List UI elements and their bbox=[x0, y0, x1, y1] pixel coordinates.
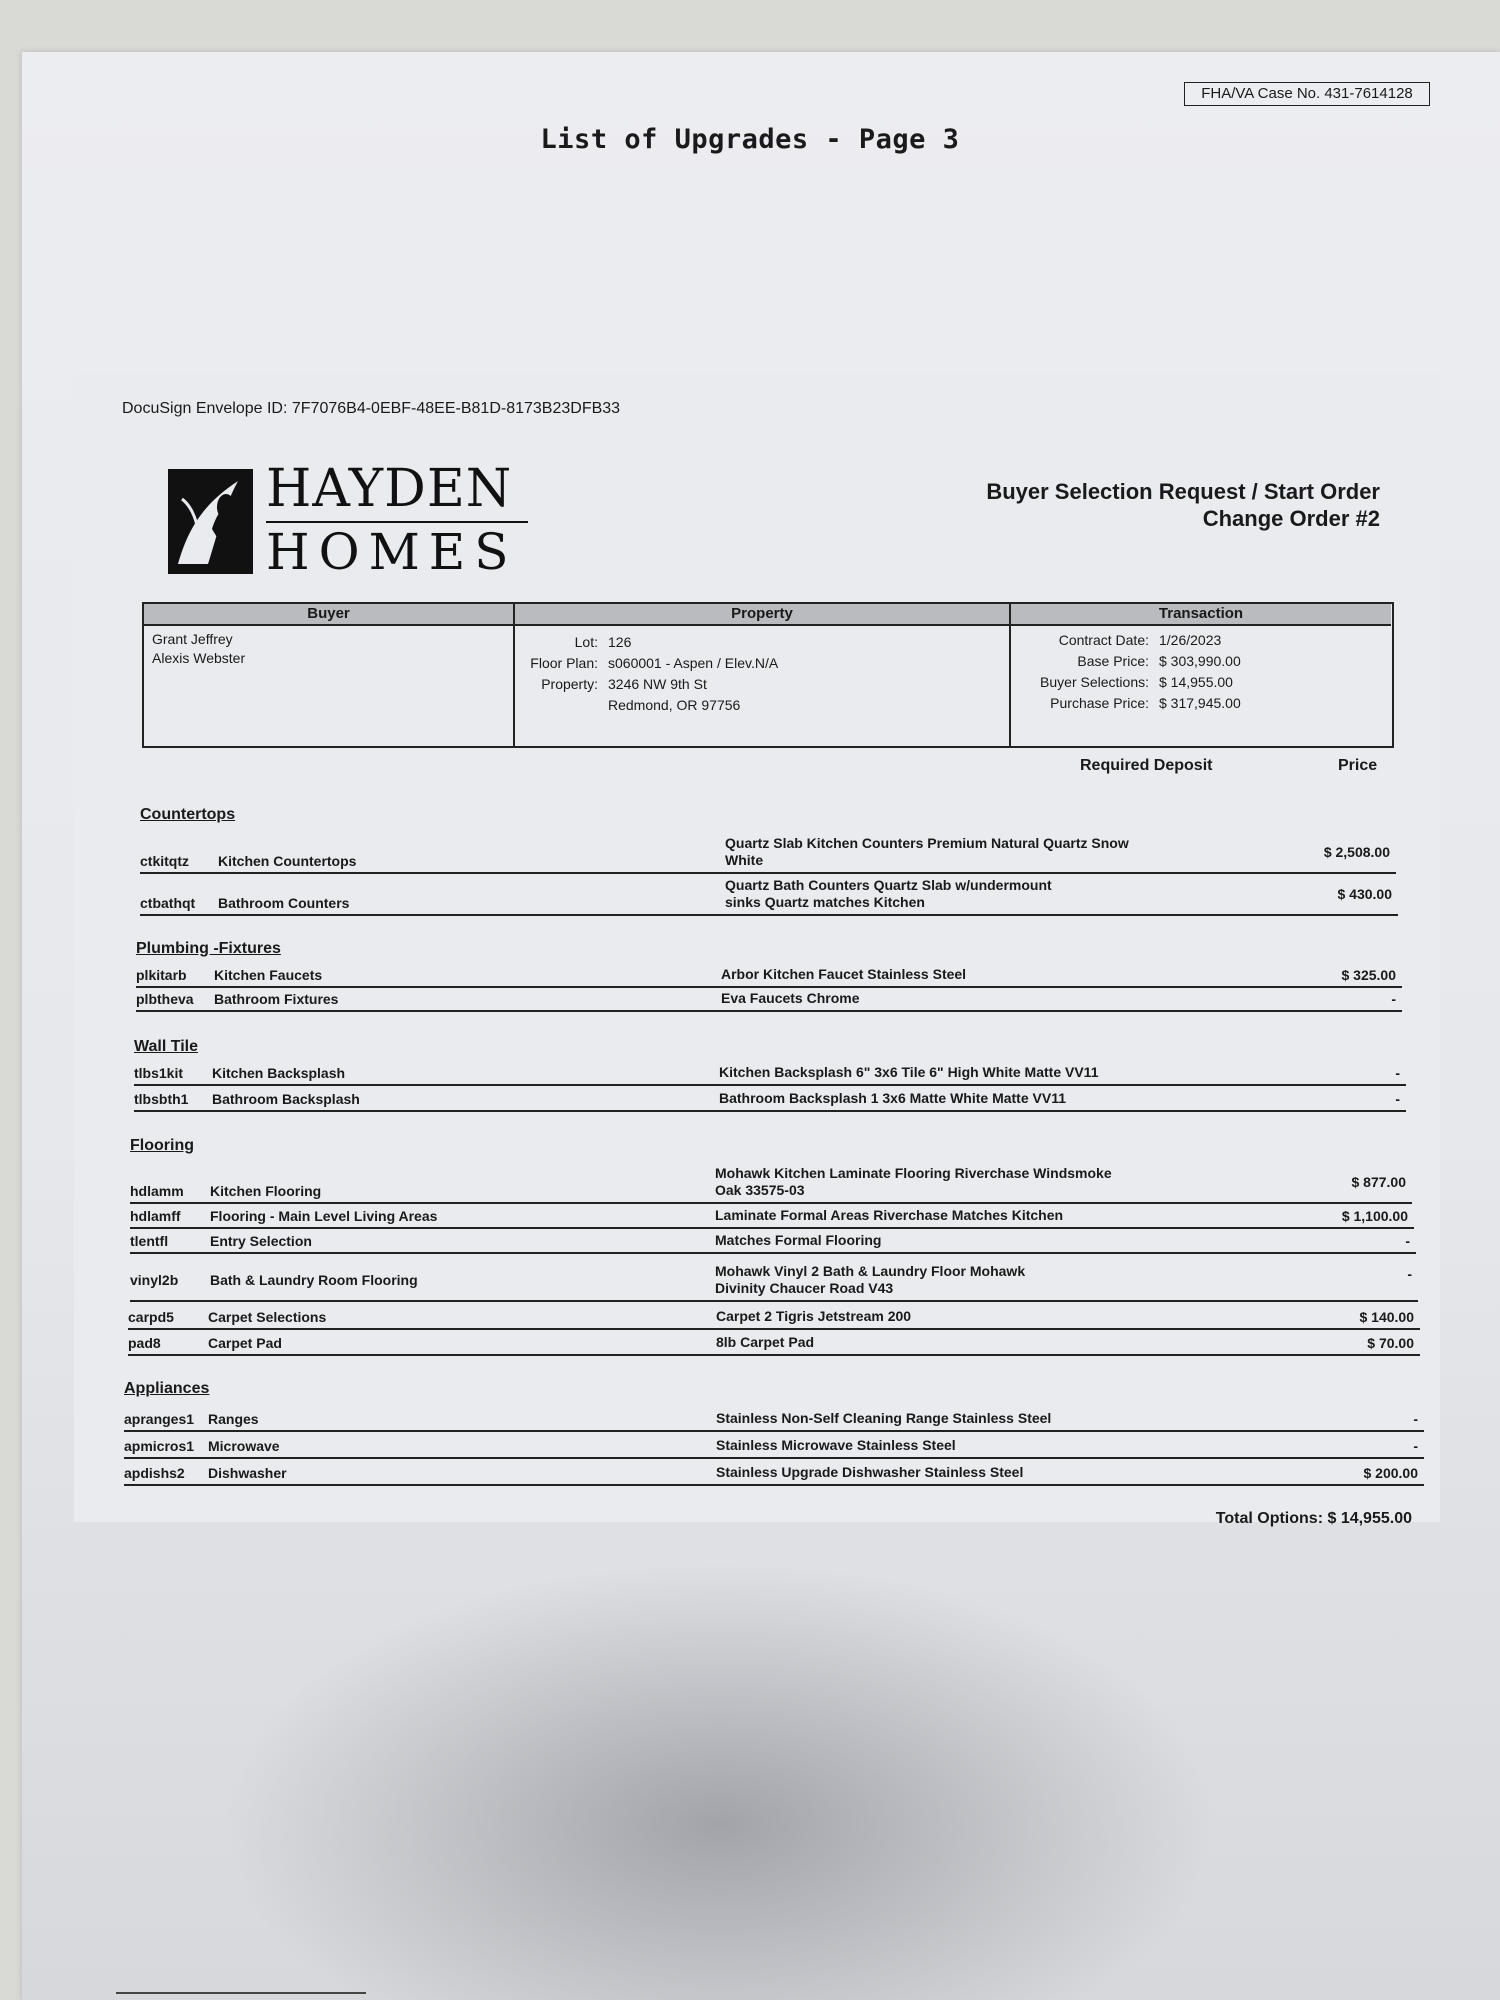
item-code: carpd5 bbox=[128, 1309, 174, 1325]
price-header: Price bbox=[1338, 757, 1378, 774]
table-row bbox=[124, 1402, 1424, 1432]
contract-date-value: 1/26/2023 bbox=[1159, 632, 1222, 648]
item-desc: Bathroom Backsplash 1 3x6 Matte White Matte VV11 bbox=[719, 1090, 1066, 1106]
item-name: Entry Selection bbox=[210, 1233, 312, 1249]
purchase-price-label: Purchase Price: bbox=[1050, 695, 1149, 711]
total-options: Total Options: $ 14,955.00 bbox=[1215, 1510, 1412, 1527]
document-title bbox=[986, 478, 1380, 532]
item-name: Carpet Pad bbox=[208, 1335, 282, 1351]
item-name: Carpet Selections bbox=[208, 1309, 327, 1325]
item-desc: Carpet 2 Tigris Jetstream 200 bbox=[716, 1308, 912, 1324]
required-deposit-header: Required Deposit bbox=[1080, 757, 1213, 774]
property-address-line1: 3246 NW 9th St bbox=[608, 676, 707, 692]
item-desc: 8lb Carpet Pad bbox=[716, 1334, 815, 1350]
table-row bbox=[140, 828, 1396, 874]
item-price: $ 140.00 bbox=[1359, 1309, 1414, 1325]
transaction-header: Transaction bbox=[1011, 604, 1391, 626]
doc-title-line1: Buyer Selection Request / Start Order bbox=[986, 479, 1380, 504]
item-name: Kitchen Faucets bbox=[214, 967, 323, 983]
table-row bbox=[124, 1457, 1424, 1486]
item-price: $ 70.00 bbox=[1367, 1335, 1414, 1351]
item-name: Bath & Laundry Room Flooring bbox=[210, 1272, 418, 1288]
item-desc-line1: Mohawk Kitchen Laminate Flooring Riverchase Windsmoke bbox=[715, 1165, 1112, 1181]
item-desc-line1: Mohawk Vinyl 2 Bath & Laundry Floor Mohawk bbox=[715, 1263, 1026, 1279]
item-code: vinyl2b bbox=[130, 1272, 179, 1288]
item-name: Kitchen Flooring bbox=[210, 1183, 322, 1199]
item-code: hdlamm bbox=[130, 1183, 184, 1199]
item-name: Bathroom Backsplash bbox=[212, 1091, 360, 1107]
item-code: apmicros1 bbox=[124, 1438, 195, 1454]
order-info-table bbox=[142, 602, 1394, 748]
docusign-envelope-id: DocuSign Envelope ID: 7F7076B4-0EBF-48EE-B81D-8173B23DFB33 bbox=[122, 400, 621, 417]
item-name: Kitchen Backsplash bbox=[212, 1065, 346, 1081]
section-appliances: Appliances bbox=[124, 1380, 210, 1397]
item-desc: Eva Faucets Chrome bbox=[721, 990, 860, 1006]
property-address-line2: Redmond, OR 97756 bbox=[608, 697, 741, 713]
item-price: - bbox=[1413, 1411, 1418, 1427]
item-price: $ 325.00 bbox=[1341, 967, 1396, 983]
item-price: $ 430.00 bbox=[1337, 886, 1392, 902]
item-price: $ 2,508.00 bbox=[1323, 844, 1390, 860]
table-row bbox=[130, 1227, 1416, 1254]
item-desc-line2: sinks Quartz matches Kitchen bbox=[725, 894, 925, 910]
item-price: $ 877.00 bbox=[1351, 1174, 1406, 1190]
table-row bbox=[136, 986, 1402, 1012]
item-price: - bbox=[1391, 991, 1396, 1007]
buyer-name-2: Alexis Webster bbox=[152, 650, 246, 666]
table-row bbox=[130, 1158, 1412, 1204]
item-name: Kitchen Countertops bbox=[218, 853, 357, 869]
lot-label: Lot: bbox=[574, 634, 598, 650]
item-desc: Matches Formal Flooring bbox=[715, 1232, 882, 1248]
item-code: apranges1 bbox=[124, 1411, 195, 1427]
buyer-selections-label: Buyer Selections: bbox=[1040, 674, 1149, 690]
case-number-box: FHA/VA Case No. 431-7614128 bbox=[1184, 82, 1430, 106]
base-price-value: $ 303,990.00 bbox=[1159, 653, 1241, 669]
table-row bbox=[130, 1202, 1414, 1229]
table-row bbox=[128, 1300, 1420, 1330]
buyer-selections-value: $ 14,955.00 bbox=[1159, 674, 1233, 690]
bottom-rule bbox=[116, 1992, 366, 1994]
page-title: List of Upgrades - Page 3 bbox=[540, 124, 960, 155]
purchase-price-value: $ 317,945.00 bbox=[1159, 695, 1241, 711]
table-row bbox=[134, 1085, 1406, 1112]
item-price: - bbox=[1407, 1266, 1412, 1282]
item-code: tlbs1kit bbox=[134, 1065, 184, 1081]
item-name: Dishwasher bbox=[208, 1465, 287, 1481]
item-name: Bathroom Fixtures bbox=[214, 991, 339, 1007]
property-header: Property bbox=[515, 604, 1009, 626]
section-plumbing-fixtures: Plumbing -Fixtures bbox=[136, 940, 281, 957]
floor-plan-value: s060001 - Aspen / Elev.N/A bbox=[608, 655, 779, 671]
item-name: Ranges bbox=[208, 1411, 259, 1427]
item-desc-line1: Quartz Slab Kitchen Counters Premium Natural Quartz Snow bbox=[725, 835, 1129, 851]
table-row bbox=[140, 872, 1398, 916]
item-code: ctkitqtz bbox=[140, 853, 189, 869]
section-wall-tile: Wall Tile bbox=[134, 1038, 199, 1055]
table-row bbox=[136, 962, 1402, 988]
item-price: - bbox=[1395, 1091, 1400, 1107]
table-row bbox=[124, 1430, 1424, 1459]
item-desc: Stainless Upgrade Dishwasher Stainless Steel bbox=[716, 1464, 1024, 1480]
logo-word-homes: HOMES bbox=[266, 523, 518, 581]
item-price: - bbox=[1413, 1438, 1418, 1454]
contract-date-label: Contract Date: bbox=[1058, 632, 1149, 648]
item-code: apdishs2 bbox=[124, 1465, 185, 1481]
property-column bbox=[515, 604, 1011, 746]
table-row bbox=[134, 1060, 1406, 1086]
item-code: hdlamff bbox=[130, 1208, 181, 1224]
item-price: - bbox=[1395, 1065, 1400, 1081]
item-name: Bathroom Counters bbox=[218, 895, 350, 911]
item-code: plbtheva bbox=[136, 991, 194, 1007]
doc-title-line2: Change Order #2 bbox=[1202, 506, 1380, 531]
buyer-header: Buyer bbox=[144, 604, 513, 626]
item-code: ctbathqt bbox=[140, 895, 196, 911]
leaf-logo-icon bbox=[168, 469, 253, 574]
item-desc: Arbor Kitchen Faucet Stainless Steel bbox=[721, 966, 967, 982]
item-desc: Kitchen Backsplash 6" 3x6 Tile 6" High White Matte VV11 bbox=[719, 1064, 1099, 1080]
item-price: $ 200.00 bbox=[1363, 1465, 1418, 1481]
item-code: plkitarb bbox=[136, 967, 187, 983]
section-flooring: Flooring bbox=[130, 1137, 194, 1154]
item-name: Microwave bbox=[208, 1438, 280, 1454]
item-code: tlentfl bbox=[130, 1233, 169, 1249]
item-desc-line2: Divinity Chaucer Road V43 bbox=[715, 1280, 894, 1296]
item-code: tlbsbth1 bbox=[134, 1091, 189, 1107]
floor-plan-label: Floor Plan: bbox=[530, 655, 598, 671]
base-price-label: Base Price: bbox=[1077, 653, 1149, 669]
logo-word-hayden: HAYDEN bbox=[266, 459, 513, 519]
item-desc: Laminate Formal Areas Riverchase Matches Kitchen bbox=[715, 1207, 1064, 1223]
buyer-column bbox=[144, 604, 515, 746]
item-desc-line1: Quartz Bath Counters Quartz Slab w/undermount bbox=[725, 877, 1052, 893]
buyer-name-1: Grant Jeffrey bbox=[152, 631, 233, 647]
item-price: - bbox=[1405, 1233, 1410, 1249]
lot-value: 126 bbox=[608, 634, 632, 650]
section-countertops: Countertops bbox=[140, 806, 236, 823]
item-desc-line2: White bbox=[725, 852, 764, 868]
item-desc: Stainless Non-Self Cleaning Range Stainless Steel bbox=[716, 1410, 1052, 1426]
transaction-column bbox=[1011, 604, 1391, 746]
item-code: pad8 bbox=[128, 1335, 161, 1351]
item-name: Flooring - Main Level Living Areas bbox=[210, 1208, 438, 1224]
table-row bbox=[130, 1252, 1418, 1302]
hayden-homes-logo bbox=[168, 459, 528, 581]
item-desc-line2: Oak 33575-03 bbox=[715, 1182, 805, 1198]
property-label: Property: bbox=[541, 676, 598, 692]
table-row bbox=[128, 1328, 1420, 1356]
item-price: $ 1,100.00 bbox=[1341, 1208, 1408, 1224]
item-desc: Stainless Microwave Stainless Steel bbox=[716, 1437, 956, 1453]
